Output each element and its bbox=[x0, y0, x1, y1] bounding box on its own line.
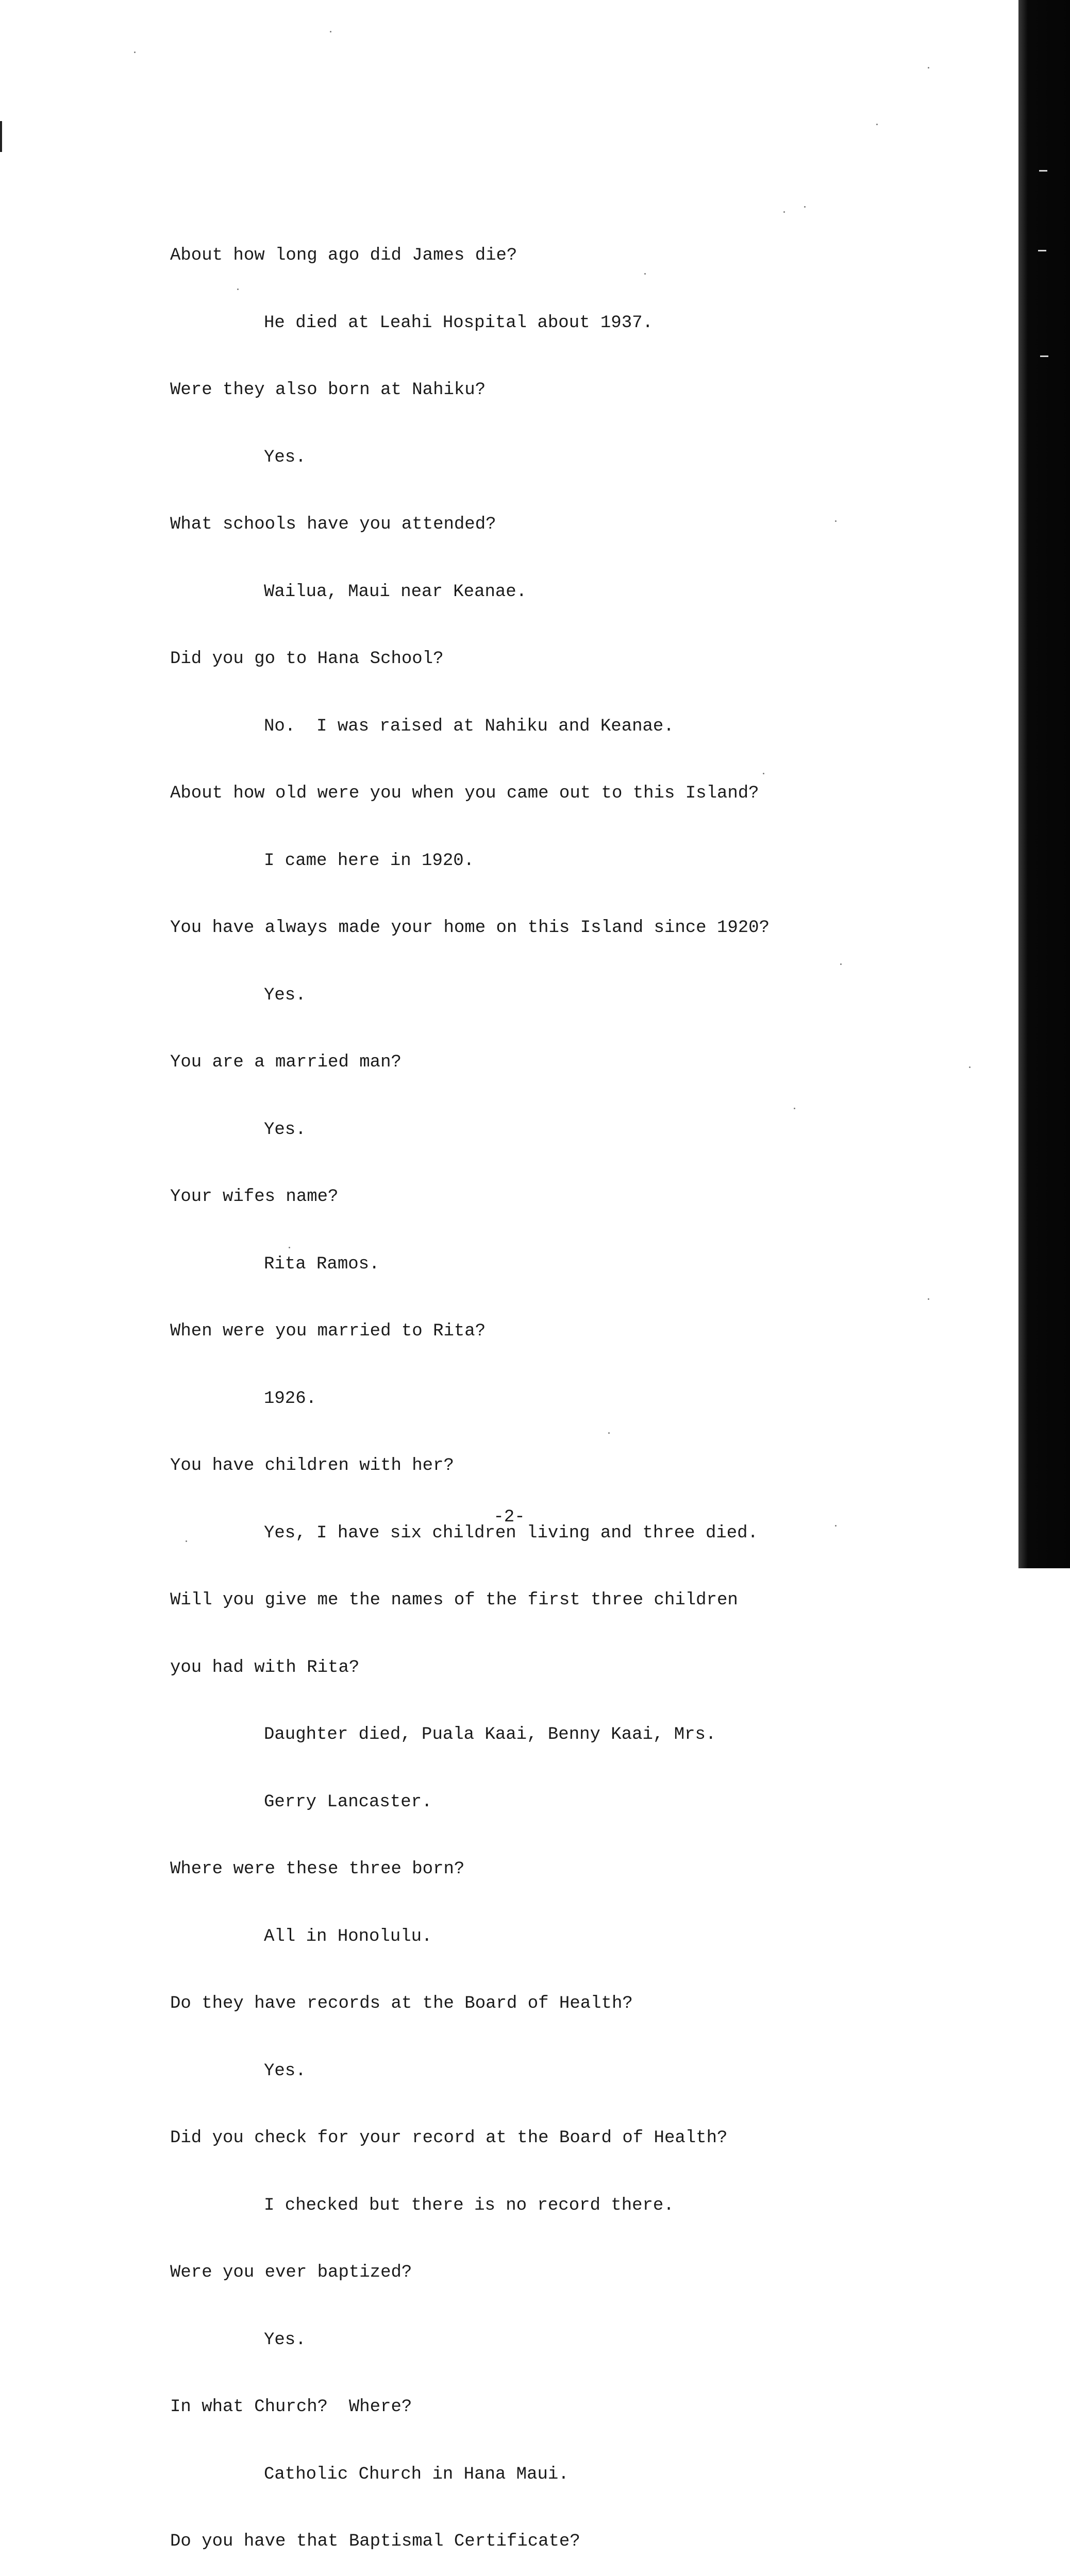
page-number: -2- bbox=[493, 1507, 525, 1527]
answer-line: Yes. bbox=[264, 2061, 306, 2081]
scan-speck bbox=[835, 1525, 837, 1527]
scan-speck bbox=[840, 963, 842, 965]
scan-speck bbox=[928, 1298, 929, 1300]
question-line: Where were these three born? bbox=[170, 1859, 465, 1879]
answer-line: No. I was raised at Nahiku and Keanae. bbox=[264, 716, 674, 736]
scan-speck bbox=[330, 31, 331, 32]
question-line: When were you married to Rita? bbox=[170, 1321, 486, 1341]
scan-speck bbox=[608, 1432, 610, 1434]
scan-speck bbox=[134, 52, 136, 53]
answer-line: He died at Leahi Hospital about 1937. bbox=[264, 313, 653, 333]
scan-speck bbox=[928, 67, 929, 69]
question-line: You have always made your home on this Island since 1920? bbox=[170, 918, 770, 938]
scan-dark-edge bbox=[1018, 0, 1070, 1568]
transcript bbox=[170, 200, 850, 2576]
scan-speck bbox=[804, 206, 806, 208]
question-line: Do you have that Baptismal Certificate? bbox=[170, 2532, 580, 2551]
answer-line: Yes. bbox=[264, 985, 306, 1005]
scan-speck bbox=[186, 1540, 187, 1542]
question-line: In what Church? Where? bbox=[170, 2397, 412, 2417]
answer-line: Daughter died, Puala Kaai, Benny Kaai, Mrs. bbox=[264, 1725, 716, 1744]
question-line: Were they also born at Nahiku? bbox=[170, 380, 486, 400]
question-line: What schools have you attended? bbox=[170, 515, 496, 534]
question-line: Were you ever baptized? bbox=[170, 2263, 412, 2282]
edge-mark bbox=[1039, 170, 1047, 172]
edge-mark bbox=[1038, 250, 1046, 251]
scan-speck bbox=[969, 1066, 971, 1068]
question-line: You are a married man? bbox=[170, 1053, 402, 1072]
edge-mark bbox=[1040, 355, 1048, 357]
scan-speck bbox=[876, 124, 878, 125]
answer-line: All in Honolulu. bbox=[264, 1926, 432, 1946]
scan-speck bbox=[644, 273, 646, 275]
question-line: you had with Rita? bbox=[170, 1657, 360, 1677]
question-line: Did you check for your record at the Board of Health? bbox=[170, 2128, 728, 2148]
scan-left-mark bbox=[0, 121, 2, 152]
scan-speck bbox=[835, 520, 837, 522]
question-line: About how long ago did James die? bbox=[170, 246, 517, 265]
answer-line: Catholic Church in Hana Maui. bbox=[264, 2464, 569, 2484]
answer-line: Yes, I have six children living and three died. bbox=[264, 1523, 758, 1543]
answer-line: Yes. bbox=[264, 2330, 306, 2350]
scan-speck bbox=[237, 289, 239, 290]
question-line: About how old were you when you came out to this Island? bbox=[170, 784, 759, 803]
question-line: You have children with her? bbox=[170, 1456, 454, 1476]
answer-line: I checked but there is no record there. bbox=[264, 2195, 674, 2215]
answer-line: Yes. bbox=[264, 1120, 306, 1140]
answer-line: Yes. bbox=[264, 447, 306, 467]
answer-line: I came here in 1920. bbox=[264, 851, 475, 871]
scan-speck bbox=[783, 211, 785, 213]
answer-line: Wailua, Maui near Keanae. bbox=[264, 582, 527, 602]
question-line: Will you give me the names of the first three children bbox=[170, 1590, 738, 1610]
question-line: Do they have records at the Board of Health? bbox=[170, 1994, 633, 2013]
question-line: Did you go to Hana School? bbox=[170, 649, 444, 669]
answer-line: 1926. bbox=[264, 1388, 317, 1409]
scan-speck bbox=[289, 1247, 290, 1248]
answer-line: Rita Ramos. bbox=[264, 1254, 380, 1274]
question-line: Your wifes name? bbox=[170, 1187, 339, 1207]
answer-line: Gerry Lancaster. bbox=[264, 1792, 432, 1812]
scan-speck bbox=[794, 1108, 795, 1109]
scan-speck bbox=[763, 773, 764, 774]
